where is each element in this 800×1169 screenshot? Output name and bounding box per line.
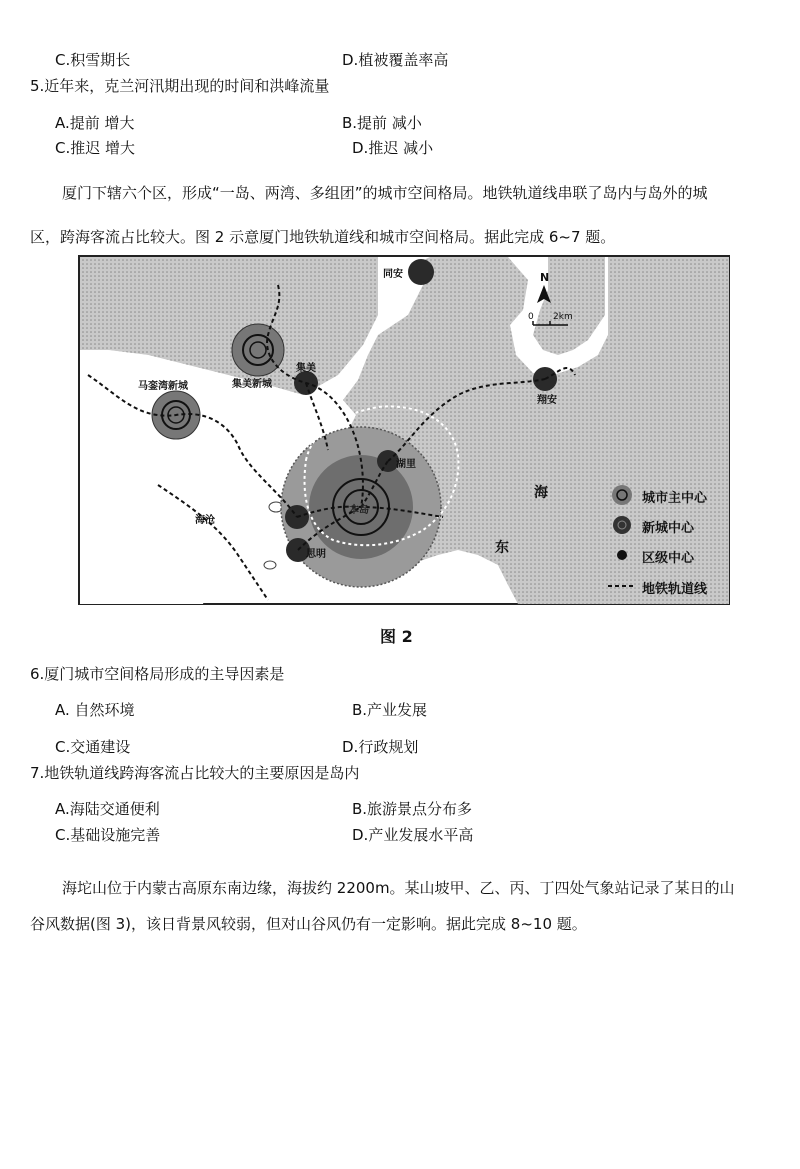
q4-option-d: D.植被覆盖率高 — [342, 51, 449, 69]
label-east: 东 — [495, 540, 509, 556]
figure-2-map — [78, 255, 730, 605]
legend-metro-line: 地铁轨道线 — [642, 582, 708, 597]
q7-stem: 7.地铁轨道线跨海客流占比较大的主要原因是岛内 — [30, 764, 360, 782]
label-jimei: 集美 — [296, 363, 316, 374]
label-huli: 湖里 — [396, 459, 416, 470]
q5-stem: 5.近年来，克兰河汛期出现的时间和洪峰流量 — [30, 77, 330, 95]
scale-zero: 0 — [528, 312, 534, 322]
figure-caption: 图 2 — [380, 627, 413, 646]
scale-distance: 2km — [553, 312, 573, 322]
label-sea: 海 — [534, 485, 548, 501]
q6-stem: 6.厦门城市空间格局形成的主导因素是 — [30, 665, 285, 683]
xiamen-metro-map — [78, 255, 730, 605]
label-jimei-new: 集美新城 — [232, 379, 272, 390]
legend-district-center: 区级中心 — [642, 551, 695, 566]
passage1-line1: 厦门下辖六个区，形成“一岛、两湾、多组团”的城市空间格局。地铁轨道线串联了岛内与岛外的城 — [62, 184, 708, 202]
label-siming: 思明 — [306, 549, 326, 560]
q6-option-a: A. 自然环境 — [55, 701, 135, 719]
q4-option-c: C.积雪期长 — [55, 51, 131, 69]
label-xiangan: 翔安 — [537, 395, 557, 406]
q5-option-b: B.提前 减小 — [342, 114, 422, 132]
q7-option-d: D.产业发展水平高 — [352, 826, 474, 844]
passage1-line2: 区，跨海客流占比较大。图 2 示意厦门地铁轨道线和城市空间格局。据此完成 6~7 题。 — [30, 228, 616, 246]
q6-option-c: C.交通建设 — [55, 738, 131, 756]
label-tongan: 同安 — [383, 269, 403, 280]
islet — [264, 561, 276, 569]
tongan-district-center — [408, 259, 434, 285]
north-label: N — [540, 271, 550, 284]
q5-option-c: C.推迟 增大 — [55, 139, 136, 157]
q5-option-d: D.推迟 减小 — [352, 139, 434, 157]
q5-option-a: A.提前 增大 — [55, 114, 135, 132]
label-maluan: 马銮湾新城 — [138, 381, 188, 392]
q7-option-c: C.基础设施完善 — [55, 826, 161, 844]
passage2-line2: 谷风数据(图 3)，该日背景风较弱，但对山谷风仍有一定影响。据此完成 8~10 题。 — [30, 915, 587, 933]
q6-option-b: B.产业发展 — [352, 701, 428, 719]
islet — [269, 502, 283, 512]
legend-main-center: 城市主中心 — [642, 491, 708, 506]
label-island: 本岛 — [349, 505, 369, 516]
q7-option-b: B.旅游景点分布多 — [352, 800, 473, 818]
label-haicang: 海沧 — [195, 515, 215, 526]
q7-option-a: A.海陆交通便利 — [55, 800, 160, 818]
jimei-new-city-center — [232, 324, 284, 376]
passage2-line1: 海坨山位于内蒙古高原东南边缘，海拔约 2200m。某山坡甲、乙、丙、丁四处气象站记录了某日的山 — [62, 879, 735, 897]
legend-new-center: 新城中心 — [642, 521, 695, 536]
q6-option-d: D.行政规划 — [342, 738, 419, 756]
